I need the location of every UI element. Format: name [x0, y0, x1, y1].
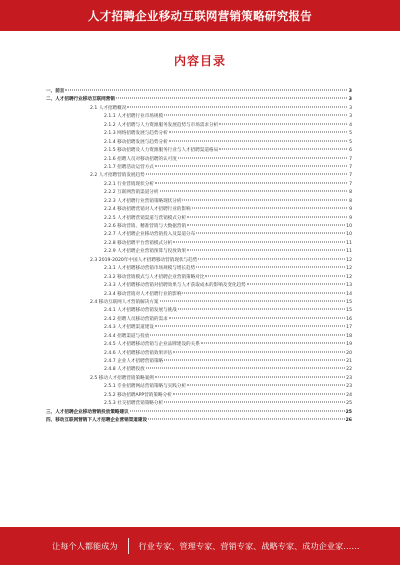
toc-entry-page: 7	[349, 181, 352, 187]
toc-entry-page: 9	[349, 207, 352, 213]
toc-entry-page: 12	[346, 257, 352, 263]
toc-entry-page: 4	[349, 122, 352, 128]
toc-entry-page: 8	[349, 190, 352, 196]
toc-entry-page: 21	[346, 359, 352, 364]
toc-entry-page: 14	[346, 291, 352, 297]
toc-leader-dots	[130, 410, 345, 411]
toc-entry-page: 7	[349, 156, 352, 162]
toc-entry-page: 3	[349, 114, 352, 120]
toc-entry-page: 3	[348, 97, 352, 103]
toc-leader-dots	[219, 123, 347, 124]
toc-entry-page: 15	[346, 299, 352, 305]
toc-entry[interactable]	[40, 307, 352, 315]
toc-entry-page: 25	[346, 401, 352, 407]
toc-entry-page: 24	[346, 392, 352, 398]
toc-entry-label: 2.2.3 人才招聘行业营销策略现状分析	[104, 198, 182, 204]
toc-entry-label: 2.1.7 招聘活动运营方式	[104, 164, 154, 170]
toc-entry-label: 2.2.8 移动招聘平台营销模式分析	[104, 240, 173, 246]
toc-entry[interactable]	[40, 223, 352, 231]
toc-entry-label: 2.1.6 招聘人员对移动招聘的认可度	[104, 156, 177, 162]
toc-entry-label: 四、移动互联网营销下人才招聘企业营销渠道建设	[46, 418, 148, 424]
toc-entry-page: 5	[349, 139, 352, 145]
toc-entry-page: 11	[346, 240, 352, 246]
toc-entry-page: 5	[349, 131, 352, 137]
toc-entry-label: 2.5.1 专业招聘网站营销策略与实践分析	[104, 384, 187, 390]
toc-entry[interactable]	[40, 274, 352, 282]
toc-entry[interactable]	[40, 341, 352, 349]
toc-leader-dots	[192, 208, 347, 209]
toc-entry-page: 12	[346, 266, 352, 272]
toc-entry-label: 2.4.7 企业人才招聘营销策略	[104, 359, 164, 364]
footer-bar	[0, 527, 400, 565]
toc-leader-dots	[198, 258, 345, 259]
toc-entry[interactable]	[40, 333, 352, 341]
toc-entry-page: 23	[346, 384, 352, 390]
toc-leader-dots	[247, 284, 345, 285]
toc-leader-dots	[201, 343, 345, 344]
toc-entry-page: 20	[346, 350, 352, 356]
toc-leader-dots	[196, 267, 345, 268]
toc-entry-label: 2.2.1 行业营销现状分析	[104, 181, 154, 187]
footer-slogan: 让每个人都能成为	[52, 540, 118, 551]
footer-divider	[128, 538, 129, 554]
toc-leader-dots	[155, 376, 345, 377]
toc-leader-dots	[196, 233, 345, 234]
toc-entry[interactable]	[40, 113, 352, 121]
toc-entry-label: 2.1.5 移动招聘及人力资源服务行业与人才招聘渠道格局	[104, 148, 219, 154]
toc-entry-label: 2.2 人才招聘营销发展趋势	[90, 173, 145, 179]
toc-entry[interactable]	[40, 105, 352, 113]
toc-entry[interactable]	[40, 172, 352, 180]
header-bar	[0, 0, 400, 31]
toc-entry-label: 2.5 移动人才招聘营销策略案例	[90, 375, 154, 381]
toc-entry-page: 10	[346, 232, 352, 238]
toc-entry-label: 2.5.2 移动招聘APP营销策略分析	[104, 392, 172, 398]
toc-leader-dots	[146, 368, 345, 369]
toc-leader-dots	[150, 334, 345, 335]
toc-entry-label: 2.2.2 互联网营销渠道分析	[104, 190, 159, 196]
toc-entry-label: 2.4.3 人才招聘渠道建设	[104, 325, 154, 331]
toc-leader-dots	[182, 292, 345, 293]
footer-tagline: 行业专家、管理专家、营销专家、战略专家、成功企业家……	[138, 540, 360, 551]
toc-entry[interactable]	[40, 375, 352, 383]
toc-leader-dots	[164, 115, 347, 116]
toc-entry-label: 2.2.6 移动营销、精准营销与大数据营销	[104, 224, 187, 229]
toc-entry-label: 2.1.2 人才招聘与人力资源服务发展趋势与市场需求分析	[104, 122, 219, 128]
toc-entry[interactable]	[40, 257, 352, 265]
toc-entry[interactable]	[40, 198, 352, 206]
toc-entry-page: 7	[349, 164, 352, 170]
toc-entry-label: 2.1.4 移动招聘发展与趋势分析	[104, 139, 168, 145]
toc-entry-label: 2.4 移动互联网人才营销解决方案	[90, 299, 159, 305]
toc-entry[interactable]	[40, 88, 352, 96]
toc-entry-label: 2.4.1 人才招聘移动营销发展与挑战	[104, 308, 177, 314]
toc-entry[interactable]	[40, 265, 352, 273]
toc-entry[interactable]	[40, 316, 352, 324]
toc-entry-label: 二、人才招聘行业移动互联网营销	[46, 97, 115, 103]
toc-leader-dots	[116, 98, 347, 99]
toc-entry-label: 2.1.1 人才招聘行业市场规模	[104, 114, 164, 120]
toc-leader-dots	[173, 393, 345, 394]
toc-entry[interactable]	[40, 156, 352, 164]
toc-entry-label: 2.3.1 人才招聘移动营销市场规模与增长趋势	[104, 266, 196, 272]
toc-entry-page: 3	[348, 89, 352, 94]
toc-entry[interactable]	[40, 96, 352, 104]
toc-entry-label: 2.1.3 网络招聘发展与趋势分析	[104, 131, 168, 137]
toc-entry-label: 2.3.3 人才招聘移动营销对招聘效果与人才获取成本的影响及变化趋势	[104, 283, 246, 289]
toc-leader-dots	[178, 157, 347, 158]
toc-leader-dots	[187, 385, 345, 386]
toc-entry-label: 2.2.7 人才招聘企业移动营销投入及渠道分布	[104, 232, 196, 238]
toc-leader-dots	[169, 140, 347, 141]
toc-entry-label: 2.2.4 移动招聘营销对人才招聘行业的影响	[104, 207, 191, 213]
toc-entry[interactable]	[40, 366, 352, 374]
toc-entry-label: 2.2.9 人才招聘企业营销预算与投放效果	[104, 249, 187, 255]
toc-leader-dots	[65, 90, 347, 91]
toc-leader-dots	[187, 225, 345, 226]
toc-entry[interactable]	[40, 206, 352, 214]
toc-leader-dots	[219, 149, 347, 150]
toc-entry[interactable]	[40, 358, 352, 366]
toc-entry[interactable]	[40, 147, 352, 155]
toc-entry-label: 2.4.8 人才招聘投放	[104, 367, 145, 373]
toc-leader-dots	[160, 300, 346, 301]
toc-entry-page: 7	[349, 173, 352, 179]
toc-entry[interactable]	[40, 291, 352, 299]
toc-leader-dots	[182, 199, 347, 200]
toc-entry-label: 2.1 人才招聘概况	[90, 105, 127, 111]
toc-entry[interactable]	[40, 383, 352, 391]
toc-entry[interactable]	[40, 130, 352, 138]
toc-entry-page: 26	[345, 418, 352, 424]
toc-entry-label: 2.4.5 人才招聘移动营销与企业品牌建设的关系	[104, 342, 200, 348]
toc-entry[interactable]	[40, 400, 352, 408]
toc-heading: 内容目录	[173, 54, 226, 68]
toc-leader-dots	[164, 402, 345, 403]
toc-leader-dots	[187, 216, 347, 217]
toc-entry[interactable]	[40, 392, 352, 400]
toc-entry-page: 15	[346, 308, 352, 314]
toc-leader-dots	[155, 326, 345, 327]
toc-entry[interactable]	[40, 324, 352, 332]
toc-entry-page: 19	[346, 342, 352, 348]
toc-entry[interactable]	[40, 417, 352, 425]
toc-leader-dots	[155, 182, 347, 183]
toc-entry-page: 18	[346, 333, 352, 339]
toc-entry-label: 2.4.2 招聘人员移动营销的需求	[104, 316, 168, 322]
toc-leader-dots	[146, 174, 347, 175]
toc-entry[interactable]	[40, 409, 352, 417]
toc-entry-page: 3	[349, 105, 352, 111]
toc-leader-dots	[148, 419, 345, 420]
toc-entry[interactable]	[40, 164, 352, 172]
toc-leader-dots	[187, 250, 345, 251]
toc-entry-page: 16	[346, 316, 352, 322]
report-title: 人才招聘企业移动互联网营销策略研究报告	[87, 8, 313, 23]
toc-entry-page: 12	[346, 274, 352, 280]
toc-entry-page: 17	[346, 325, 352, 331]
toc-entry-label: 2.3.2 移动营销模式与人才招聘企业营销策略对比	[104, 274, 205, 280]
toc-entry[interactable]	[40, 215, 352, 223]
toc-entry-page: 9	[349, 215, 352, 221]
toc-entry-page: 23	[346, 375, 352, 381]
toc-entry[interactable]	[40, 122, 352, 130]
toc-leader-dots	[205, 275, 345, 276]
toc-entry-page: 11	[346, 249, 352, 255]
toc-entry[interactable]	[40, 248, 352, 256]
toc-entry[interactable]	[40, 231, 352, 239]
toc-entry-label: 2.2.5 人才招聘营销渠道与营销模式分析	[104, 215, 187, 221]
toc-entry-page: 13	[346, 283, 352, 289]
toc-entry[interactable]	[40, 240, 352, 248]
toc-entry[interactable]	[40, 189, 352, 197]
toc-leader-dots	[155, 165, 347, 166]
toc-leader-dots	[169, 317, 345, 318]
toc-leader-dots	[164, 360, 345, 361]
toc-leader-dots	[127, 106, 347, 107]
table-of-contents	[40, 88, 352, 426]
toc-entry-label: 一、前言	[46, 89, 65, 94]
toc-entry[interactable]	[40, 181, 352, 189]
toc-entry-page: 25	[345, 409, 352, 415]
toc-entry-page: 6	[349, 148, 352, 154]
toc-entry-label: 2.3.4 移动营销对人才招聘行业的影响	[104, 291, 182, 297]
toc-entry-label: 2.4.6 人才招聘移动营销效果评估	[104, 350, 173, 356]
toc-leader-dots	[169, 132, 347, 133]
toc-entry-label: 2.3 2019-2020年中国人才招聘移动营销现状与趋势	[90, 257, 198, 263]
toc-leader-dots	[160, 191, 348, 192]
toc-entry-page: 8	[349, 198, 352, 204]
toc-leader-dots	[173, 351, 345, 352]
toc-entry-label: 2.5.3 社交招聘营销策略分析	[104, 401, 164, 407]
toc-entry[interactable]	[40, 139, 352, 147]
toc-entry[interactable]	[40, 282, 352, 290]
toc-entry-page: 10	[346, 224, 352, 229]
toc-leader-dots	[178, 309, 345, 310]
toc-entry[interactable]	[40, 350, 352, 358]
toc-leader-dots	[173, 241, 345, 242]
toc-entry-label: 2.4.4 招聘渠道与投放	[104, 333, 150, 339]
toc-entry-page: 22	[346, 367, 352, 373]
toc-entry[interactable]	[40, 299, 352, 307]
toc-entry-label: 三、人才招聘企业移动营销投放策略建议	[46, 409, 129, 415]
